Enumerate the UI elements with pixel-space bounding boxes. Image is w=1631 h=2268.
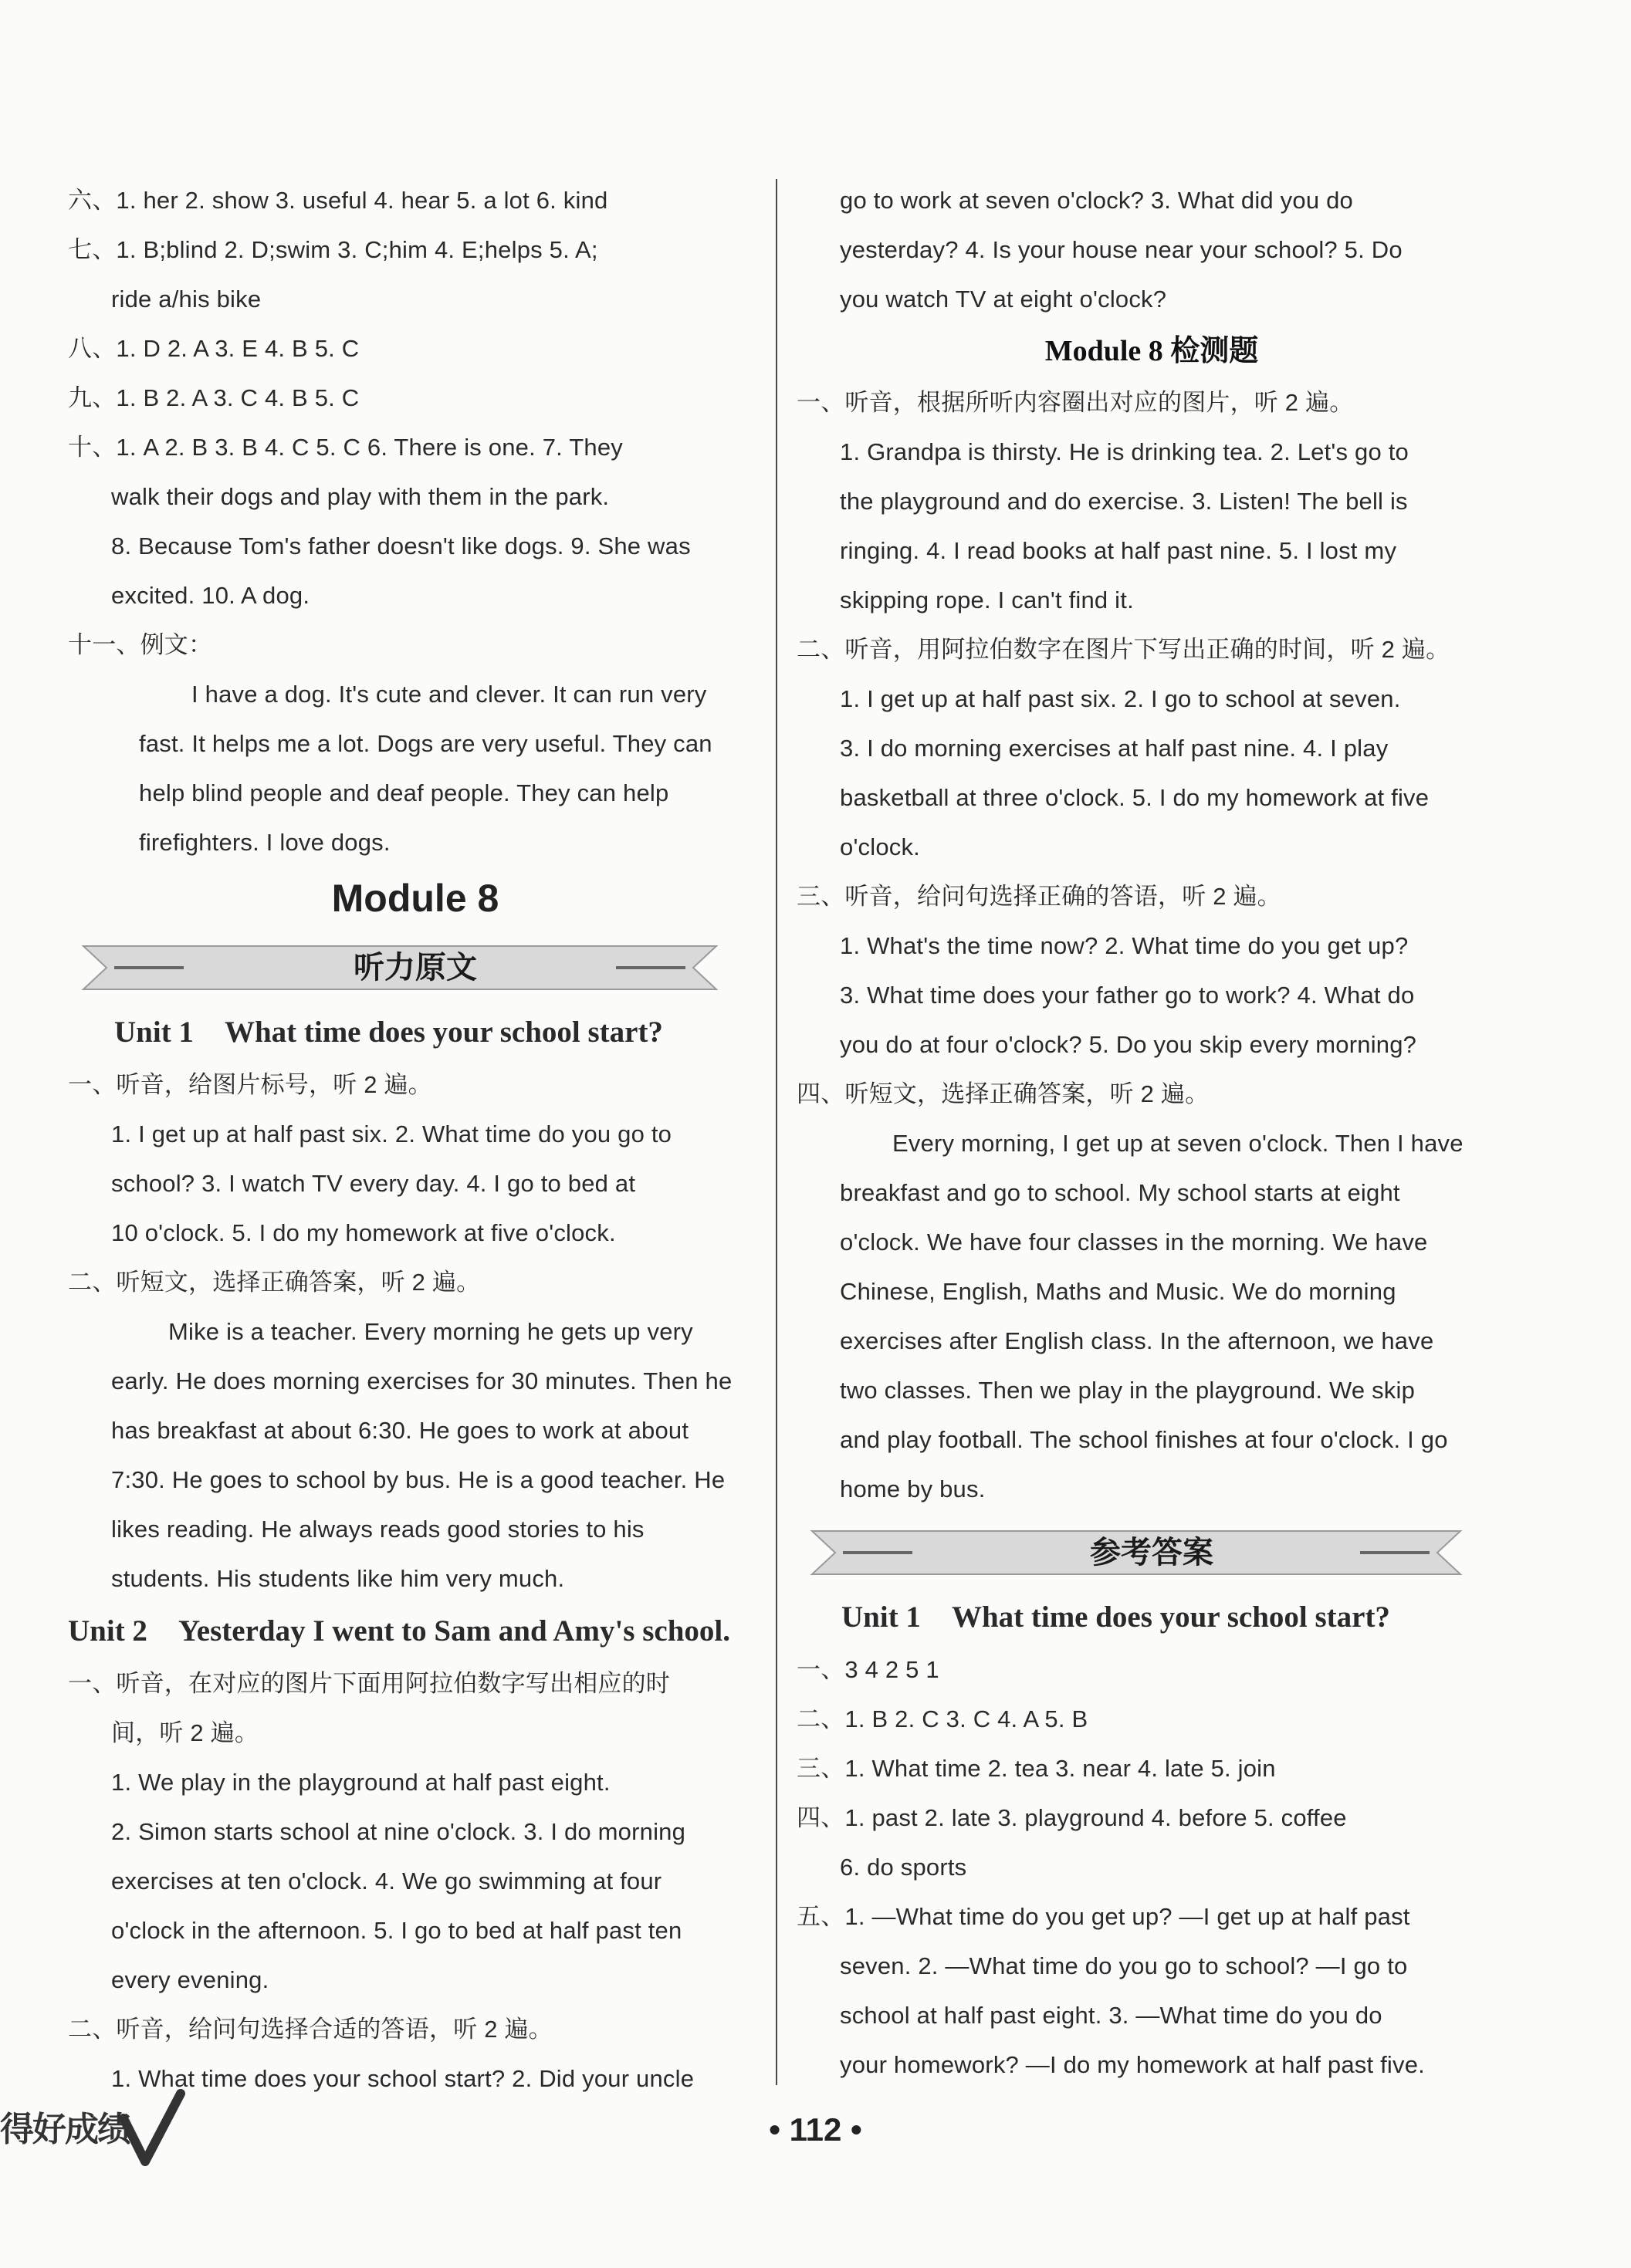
example-essay-line: firefighters. I love dogs.: [139, 829, 391, 856]
section-banner: [68, 937, 763, 999]
answer-line: 四、1. past 2. late 3. playground 4. before 5. coffee: [797, 1804, 1347, 1831]
module-title: Module 8: [331, 877, 499, 920]
transcript-line: o'clock.: [840, 833, 920, 860]
section-label: 一、听音，在对应的图片下面用阿拉伯数字写出相应的时: [68, 1670, 670, 1697]
transcript-line: 1. What time does your school start? 2. Did your uncle: [111, 2065, 695, 2092]
unit-title: Yesterday I went to Sam and Amy's school.: [178, 1614, 730, 1648]
example-essay-line: help blind people and deaf people. They can help: [139, 779, 669, 806]
answer-line: 8. Because Tom's father doesn't like dogs. 9. She was: [111, 532, 691, 559]
unit-heading: [797, 1590, 1507, 1645]
unit-heading: [68, 1005, 763, 1060]
section-label: 四、听短文，选择正确答案，听 2 遍。: [797, 1080, 1210, 1107]
answer-line: ride a/his bike: [111, 286, 262, 313]
section-label: 二、听音，用阿拉伯数字在图片下写出正确的时间，听 2 遍。: [797, 636, 1450, 663]
left-column: [68, 176, 763, 2104]
transcript-line: home by bus.: [840, 1475, 986, 1502]
transcript-line: exercises at ten o'clock. 4. We go swimming at four: [111, 1867, 662, 1895]
answer-line: 八、1. D 2. A 3. E 4. B 5. C: [68, 335, 360, 362]
unit-title: What time does your school start?: [951, 1600, 1390, 1634]
answer-line: 6. do sports: [840, 1854, 967, 1881]
transcript-line: 1. I get up at half past six. 2. What time do you go to: [111, 1120, 672, 1148]
transcript-line: 7:30. He goes to school by bus. He is a good teacher. He: [111, 1466, 726, 1493]
section-label: 二、听音，给问句选择合适的答语，听 2 遍。: [68, 2016, 553, 2043]
transcript-line: Chinese, English, Maths and Music. We do morning: [840, 1278, 1396, 1305]
banner-title: 参考答案: [1090, 1535, 1213, 1570]
transcript-line: 3. I do morning exercises at half past nine. 4. I play: [840, 735, 1389, 762]
transcript-line: 3. What time does your father go to work? 4. What do: [840, 982, 1415, 1009]
section-label: 三、听音，给问句选择正确的答语，听 2 遍。: [797, 883, 1281, 910]
transcript-line: basketball at three o'clock. 5. I do my homework at five: [840, 784, 1430, 811]
transcript-line: breakfast and go to school. My school starts at eight: [840, 1179, 1400, 1206]
transcript-line: students. His students like him very much.: [111, 1565, 565, 1592]
unit-label: Unit 2: [68, 1614, 147, 1648]
transcript-line: 1. What's the time now? 2. What time do you get up?: [840, 932, 1409, 959]
answer-line: 三、1. What time 2. tea 3. near 4. late 5. join: [797, 1755, 1276, 1782]
transcript-line: early. He does morning exercises for 30 minutes. Then he: [111, 1367, 733, 1394]
section-label: 间，听 2 遍。: [111, 1719, 259, 1746]
transcript-line: every evening.: [111, 1966, 269, 1993]
unit-title: What time does your school start?: [224, 1016, 663, 1049]
transcript-line: you watch TV at eight o'clock?: [840, 286, 1167, 313]
column-divider: [776, 179, 777, 2085]
unit-label: Unit 1: [841, 1600, 921, 1634]
logo-text: 得好成绩: [0, 2110, 130, 2149]
transcript-line: skipping rope. I can't find it.: [840, 586, 1134, 613]
transcript-line: yesterday? 4. Is your house near your school? 5. Do: [840, 236, 1403, 263]
transcript-line: 10 o'clock. 5. I do my homework at five o'clock.: [111, 1219, 616, 1246]
right-column: [797, 176, 1507, 2090]
answer-line: seven. 2. —What time do you go to school? —I go to: [840, 1952, 1408, 1979]
transcript-line: likes reading. He always reads good stories to his: [111, 1516, 645, 1543]
transcript-line: go to work at seven o'clock? 3. What did you do: [840, 187, 1353, 214]
answer-line: 七、1. B;blind 2. D;swim 3. C;him 4. E;helps 5. A;: [68, 236, 598, 263]
transcript-line: you do at four o'clock? 5. Do you skip every morning?: [840, 1031, 1417, 1058]
transcript-line: the playground and do exercise. 3. Listen! The bell is: [840, 488, 1408, 515]
banner-title: 听力原文: [354, 950, 477, 985]
unit-label: Unit 1: [114, 1016, 194, 1049]
answer-line: 十、1. A 2. B 3. B 4. C 5. C 6. There is one. 7. They: [68, 434, 623, 461]
unit-heading: [68, 1604, 763, 1659]
transcript-line: exercises after English class. In the afternoon, we have: [840, 1327, 1434, 1354]
test-title: Module 8 检测题: [1044, 335, 1259, 367]
answer-line: walk their dogs and play with them in the park.: [111, 483, 610, 510]
section-label: 一、听音，根据所听内容圈出对应的图片，听 2 遍。: [797, 389, 1354, 416]
section-label: 二、听短文，选择正确答案，听 2 遍。: [68, 1269, 481, 1296]
answer-line: 九、1. B 2. A 3. C 4. B 5. C: [68, 384, 360, 411]
transcript-line: and play football. The school finishes at four o'clock. I go: [840, 1426, 1448, 1453]
answer-line: 二、1. B 2. C 3. C 4. A 5. B: [797, 1705, 1088, 1732]
answer-line: 一、3 4 2 5 1: [797, 1656, 939, 1683]
transcript-line: 1. Grandpa is thirsty. He is drinking tea. 2. Let's go to: [840, 438, 1409, 465]
answer-line: your homework? —I do my homework at half past five.: [840, 2051, 1425, 2078]
answer-line: school at half past eight. 3. —What time do you do: [840, 2002, 1382, 2029]
section-label: 一、听音，给图片标号，听 2 遍。: [68, 1071, 432, 1098]
transcript-line: Mike is a teacher. Every morning he gets up very: [168, 1318, 693, 1345]
example-essay-line: fast. It helps me a lot. Dogs are very useful. They can: [139, 730, 712, 757]
page-number: • 112 •: [769, 2111, 862, 2148]
section-banner: [797, 1522, 1507, 1584]
transcript-line: two classes. Then we play in the playground. We skip: [840, 1377, 1416, 1404]
example-essay-line: I have a dog. It's cute and clever. It can run very: [191, 681, 707, 708]
section-label: 十一、例文：: [68, 631, 213, 658]
transcript-line: Every morning, I get up at seven o'clock. Then I have: [892, 1130, 1464, 1157]
transcript-line: ringing. 4. I read books at half past nine. 5. I lost my: [840, 537, 1397, 564]
answer-line: 六、1. her 2. show 3. useful 4. hear 5. a lot 6. kind: [68, 187, 608, 214]
transcript-line: school? 3. I watch TV every day. 4. I go to bed at: [111, 1170, 636, 1197]
transcript-line: o'clock in the afternoon. 5. I go to bed at half past ten: [111, 1917, 682, 1944]
transcript-line: 1. I get up at half past six. 2. I go to school at seven.: [840, 685, 1401, 712]
transcript-line: 1. We play in the playground at half past eight.: [111, 1769, 611, 1796]
transcript-line: has breakfast at about 6:30. He goes to work at about: [111, 1417, 689, 1444]
transcript-line: o'clock. We have four classes in the morning. We have: [840, 1229, 1428, 1256]
transcript-line: 2. Simon starts school at nine o'clock. 3. I do morning: [111, 1818, 686, 1845]
answer-line: 五、1. —What time do you get up? —I get up at half past: [797, 1903, 1410, 1930]
answer-line: excited. 10. A dog.: [111, 582, 310, 609]
